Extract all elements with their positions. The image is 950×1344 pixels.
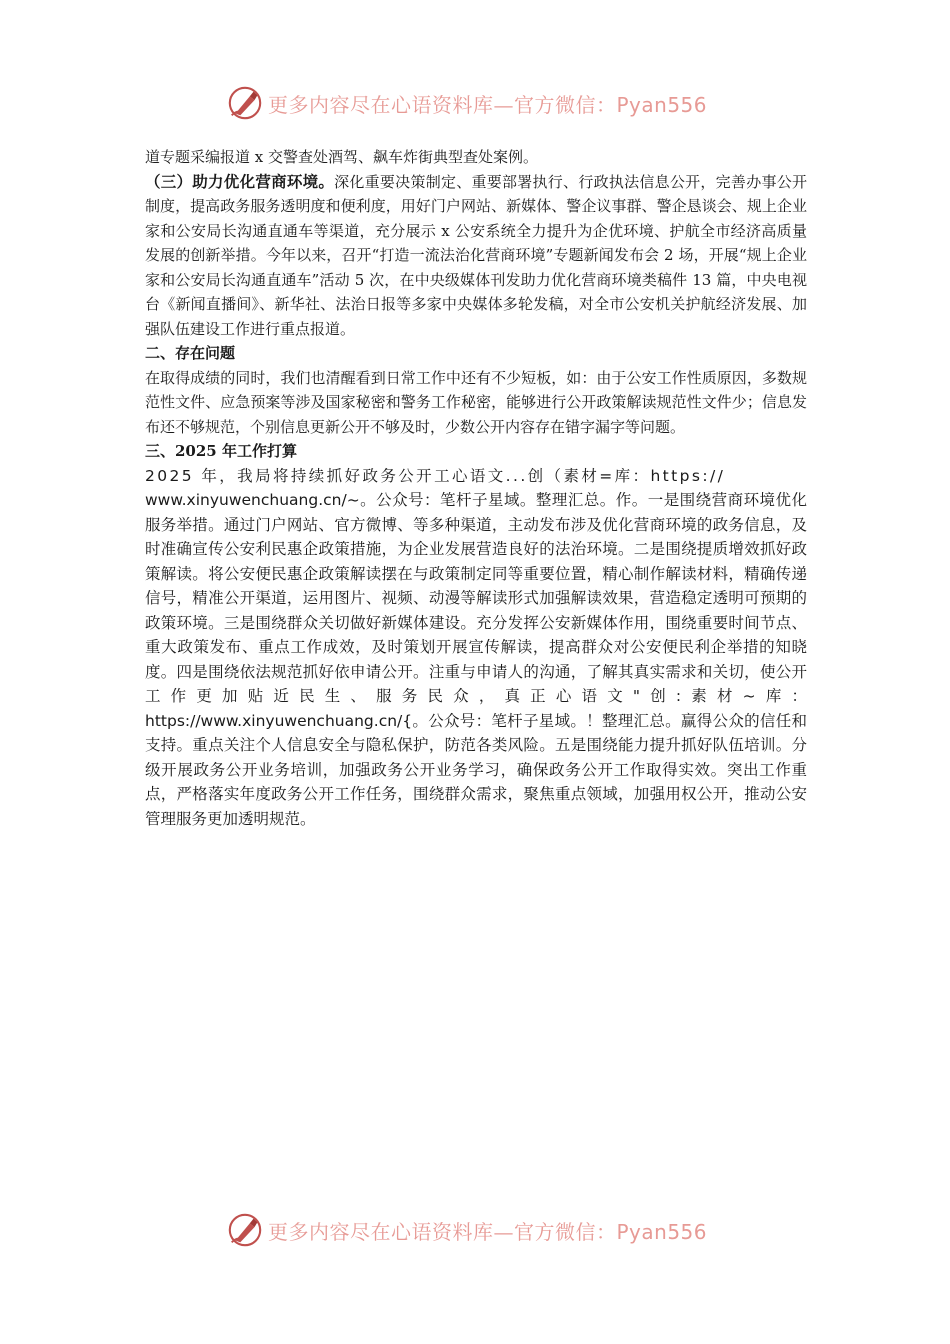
section-heading: 二、存在问题 xyxy=(145,344,236,362)
banner-text: 更多内容尽在心语资料库—官方微信：Pyan556 xyxy=(268,1219,708,1244)
wechat-id: Pyan556 xyxy=(616,92,708,117)
paragraph: 道专题采编报道 x 交警查处酒驾、飙车炸街典型查处案例。 xyxy=(145,148,538,166)
paragraph: www.xinyuwenchuang.cn/~。公众号：笔杆子星域。整理汇总。作。一是围绕营商环境优化服务举措。通过门户网站、官方微博、等多种渠道，主动发布涉及优化营商环境的政务信息，及时准确宣传公安利民惠企政策措施，为企业发展营造良好的法治环境。二是围绕提质增效抓好政策解读。将公安便民惠企政策解读摆在与政策制定同等重要位置，精心制作解读材料，精确传递信号，精准公开渠道，运用图片、视频、动漫等解读形式加强解读效果，营造稳定透明可预期的政策环境。三是围绕群众关切做好新媒体建设。充分发挥公安新媒体作用，围绕重要时间节点、重大政策发布、重点工作成效，及时策划开展宣传解读，提高群众对公安便民利企举措的知晓度。四是围绕依法规范抓好依申请公开。注重与申请人的沟通，了解其真实需求和关切，使公开工作更加贴近民生、服务民众，真正心语文"创:素材~库：https://www.xinyuwenchuang.cn/{。公众号：笔杆子星域。！整理汇总。赢得公众的信任和支持。重点关注个人信息安全与隐私保护，防范各类风险。五是围绕能力提升抓好队伍培训。分级开展政务公开业务培训，加强政务公开业务学习，确保政务公开工作取得实效。突出工作重点，严格落实年度政务公开工作任务，围绕群众需求，聚焦重点领域，加强用权公开，推动公安管理服务更加透明规范。 xyxy=(145,491,807,828)
pen-nib-logo-icon xyxy=(226,84,264,122)
paragraph: 在取得成绩的同时，我们也清醒看到日常工作中还有不少短板，如：由于公安工作性质原因，多数规范性文件、应急预案等涉及国家秘密和警务工作秘密，能够进行公开政策解读规范性文件少；信息发布还不够规范，个别信息更新公开不够及时，少数公开内容存在错字漏字等问题。 xyxy=(145,368,807,436)
header-watermark-banner xyxy=(226,83,726,123)
footer-watermark-banner xyxy=(226,1210,726,1250)
section-lead: （三）助力优化营商环境。 xyxy=(145,172,335,191)
wechat-id: Pyan556 xyxy=(616,1219,708,1244)
paragraph-text: 深化重要决策制定、重要部署执行、行政执法信息公开，完善办事公开制度，提高政务服务透明度和便利度，用好门户网站、新媒体、警企议事群、警企恳谈会、规上企业家和公安局长沟通直通车等渠道，充分展示 x 公安系统全力提升为企优环境、护航全市经济高质量发展的创新举措。今年以来，召开“打造一流法治化营商环境”专题新闻发布会 2 场，开展“规上企业家和公安局长沟通直通车”活动 5 次，在中央级媒体刊发助力优化营商环境类稿件 13 篇，中央电视台《新闻直播间》、新华社、法治日报等多家中央媒体多轮发稿，对全市公安机关护航经济发展、加强队伍建设工作进行重点报道。 xyxy=(145,172,807,338)
banner-text: 更多内容尽在心语资料库—官方微信：Pyan556 xyxy=(268,92,708,117)
document-body xyxy=(145,145,807,831)
section-heading: 三、2025 年工作打算 xyxy=(145,442,297,460)
paragraph-first-line: 2025 年，我局将持续抓好政务公开工心语文...创（素材=库：https:// xyxy=(145,466,726,485)
paragraph xyxy=(145,170,807,342)
pen-nib-logo-icon xyxy=(226,1211,264,1249)
